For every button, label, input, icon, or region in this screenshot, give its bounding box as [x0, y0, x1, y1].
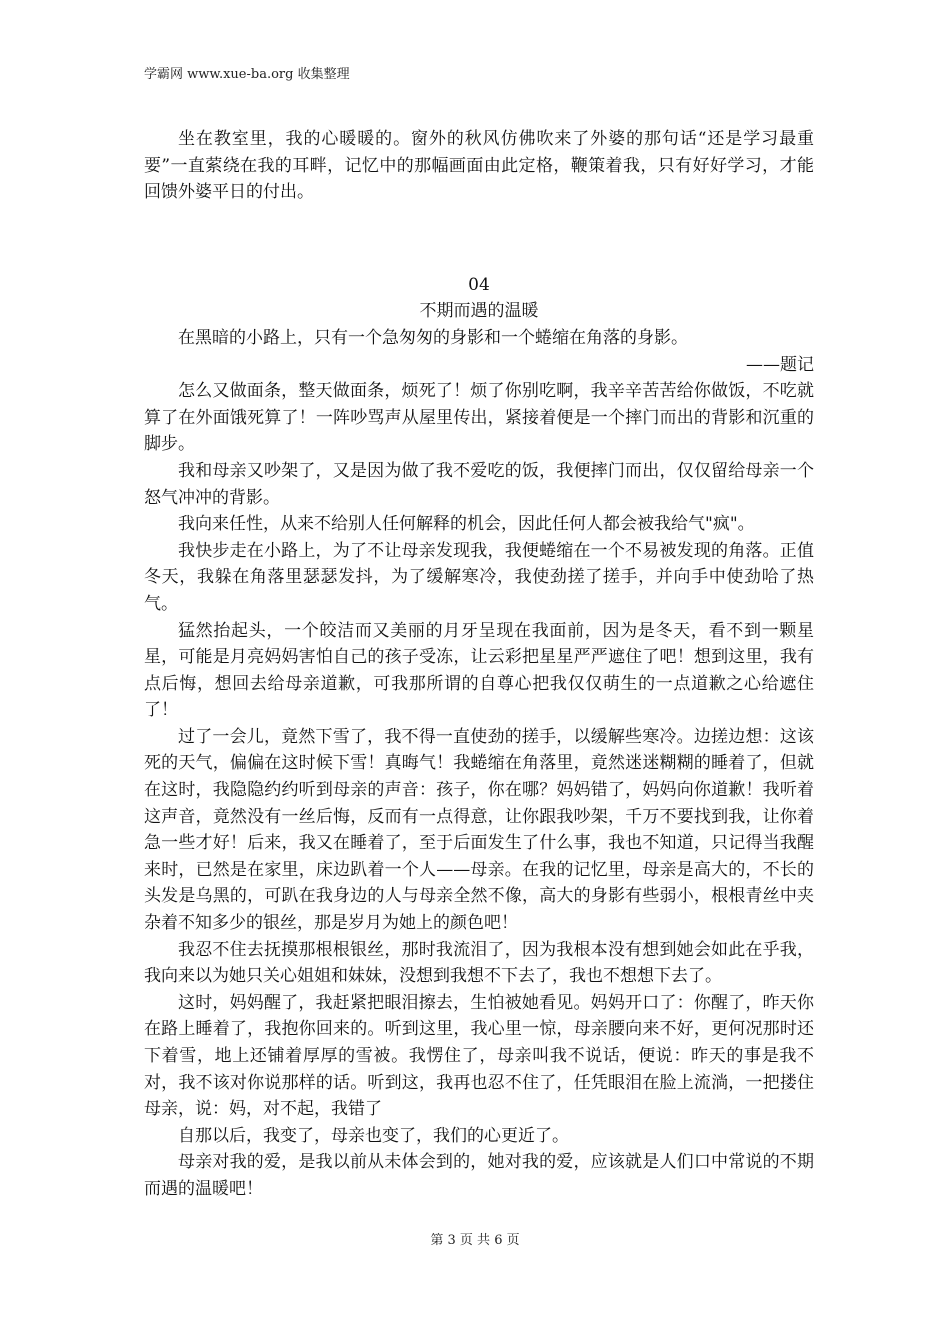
body-paragraph: 怎么又做面条，整天做面条，烦死了！烦了你别吃啊，我辛辛苦苦给你做饭，不吃就算了在外面饿死算了！一阵吵骂声从屋里传出，紧接着便是一个摔门而出的背影和沉重的脚步。 [144, 381, 814, 455]
body-paragraph: 猛然抬起头，一个皎洁而又美丽的月牙呈现在我面前，因为是冬天，看不到一颗星星，可能是月亮妈妈害怕自己的孩子受冻，让云彩把星星严严遮住了吧！想到这里，我有点后悔，想回去给母亲道歉，可我那所谓的自尊心把我仅仅萌生的一点道歉之心给遮住了！ [144, 620, 814, 721]
page-footer: 第 3 页 共 6 页 [430, 1233, 520, 1248]
body-paragraph: 自那以后，我变了，母亲也变了，我们的心更近了。 [178, 1125, 569, 1146]
body-paragraph: 我和母亲又吵架了，又是因为做了我不爱吃的饭，我便摔门而出，仅仅留给母亲一个怒气冲冲的背影。 [144, 460, 814, 508]
body-paragraph: 这时，妈妈醒了，我赶紧把眼泪擦去，生怕被她看见。妈妈开口了：你醒了，昨天你在路上睡着了，我抱你回来的。听到这里，我心里一惊，母亲腰向来不好，更何况那时还下着雪，地上还铺着厚厚的雪被。我愣住了，母亲叫我不说话，便说：昨天的事是我不对，我不该对你说那样的话。听到这，我再也忍不住了，任凭眼泪在脸上流淌，一把搂住母亲，说：妈，对不起，我错了 [144, 992, 814, 1120]
article-title: 不期而遇的温暖 [419, 301, 539, 322]
document-body [144, 126, 814, 1203]
epigraph: 在黑暗的小路上，只有一个急匆匆的身影和一个蜷缩在角落的身影。 [178, 327, 688, 348]
body-paragraph: 我向来任性，从来不给别人任何解释的机会，因此任何人都会被我给气"疯"。 [178, 514, 755, 535]
section-number: 04 [468, 274, 490, 295]
body-paragraph: 我忍不住去抚摸那根根银丝，那时我流泪了，因为我根本没有想到她会如此在乎我，我向来以为她只关心姐姐和妹妹，没想到我想不下去了，我也不想想下去了。 [144, 939, 814, 987]
section-gap [144, 206, 814, 272]
body-paragraph: 母亲对我的爱，是我以前从未体会到的，她对我的爱，应该就是人们口中常说的不期而遇的温暖吧！ [144, 1152, 814, 1199]
page-header: 学霸网 www.xue-ba.org 收集整理 [144, 67, 350, 82]
intro-paragraph: 坐在教室里，我的心暖暖的。窗外的秋风仿佛吹来了外婆的那句话“还是学习最重要”一直萦绕在我的耳畔，记忆中的那幅画面由此定格，鞭策着我，只有好好学习，才能回馈外婆平日的付出。 [144, 129, 814, 203]
body-paragraph: 我快步走在小路上，为了不让母亲发现我，我便蜷缩在一个不易被发现的角落。正值冬天，我躲在角落里瑟瑟发抖，为了缓解寒冷，我使劲搓了搓手，并向手中使劲哈了热气。 [144, 540, 814, 614]
body-paragraph: 过了一会儿，竟然下雪了，我不得一直使劲的搓手，以缓解些寒冷。边搓边想：这该死的天气，偏偏在这时候下雪！真晦气！我蜷缩在角落里，竟然迷迷糊糊的睡着了，但就在这时，我隐隐约约听到母亲的声音：孩子，你在哪？妈妈错了，妈妈向你道歉！我听着这声音，竟然没有一丝后悔，反而有一点得意，让你跟我吵架，千万不要找到我，让你着急一些才好！后来，我又在睡着了，至于后面发生了什么事，我也不知道，只记得当我醒来时，已然是在家里，床边趴着一个人——母亲。在我的记忆里，母亲是高大的，不长的头发是乌黑的，可趴在我身边的人与母亲全然不像，高大的身影有些弱小，根根青丝中夹杂着不知多少的银丝，那是岁月为她上的颜色吧！ [144, 726, 814, 934]
epigraph-attribution: ——题记 [746, 354, 814, 375]
